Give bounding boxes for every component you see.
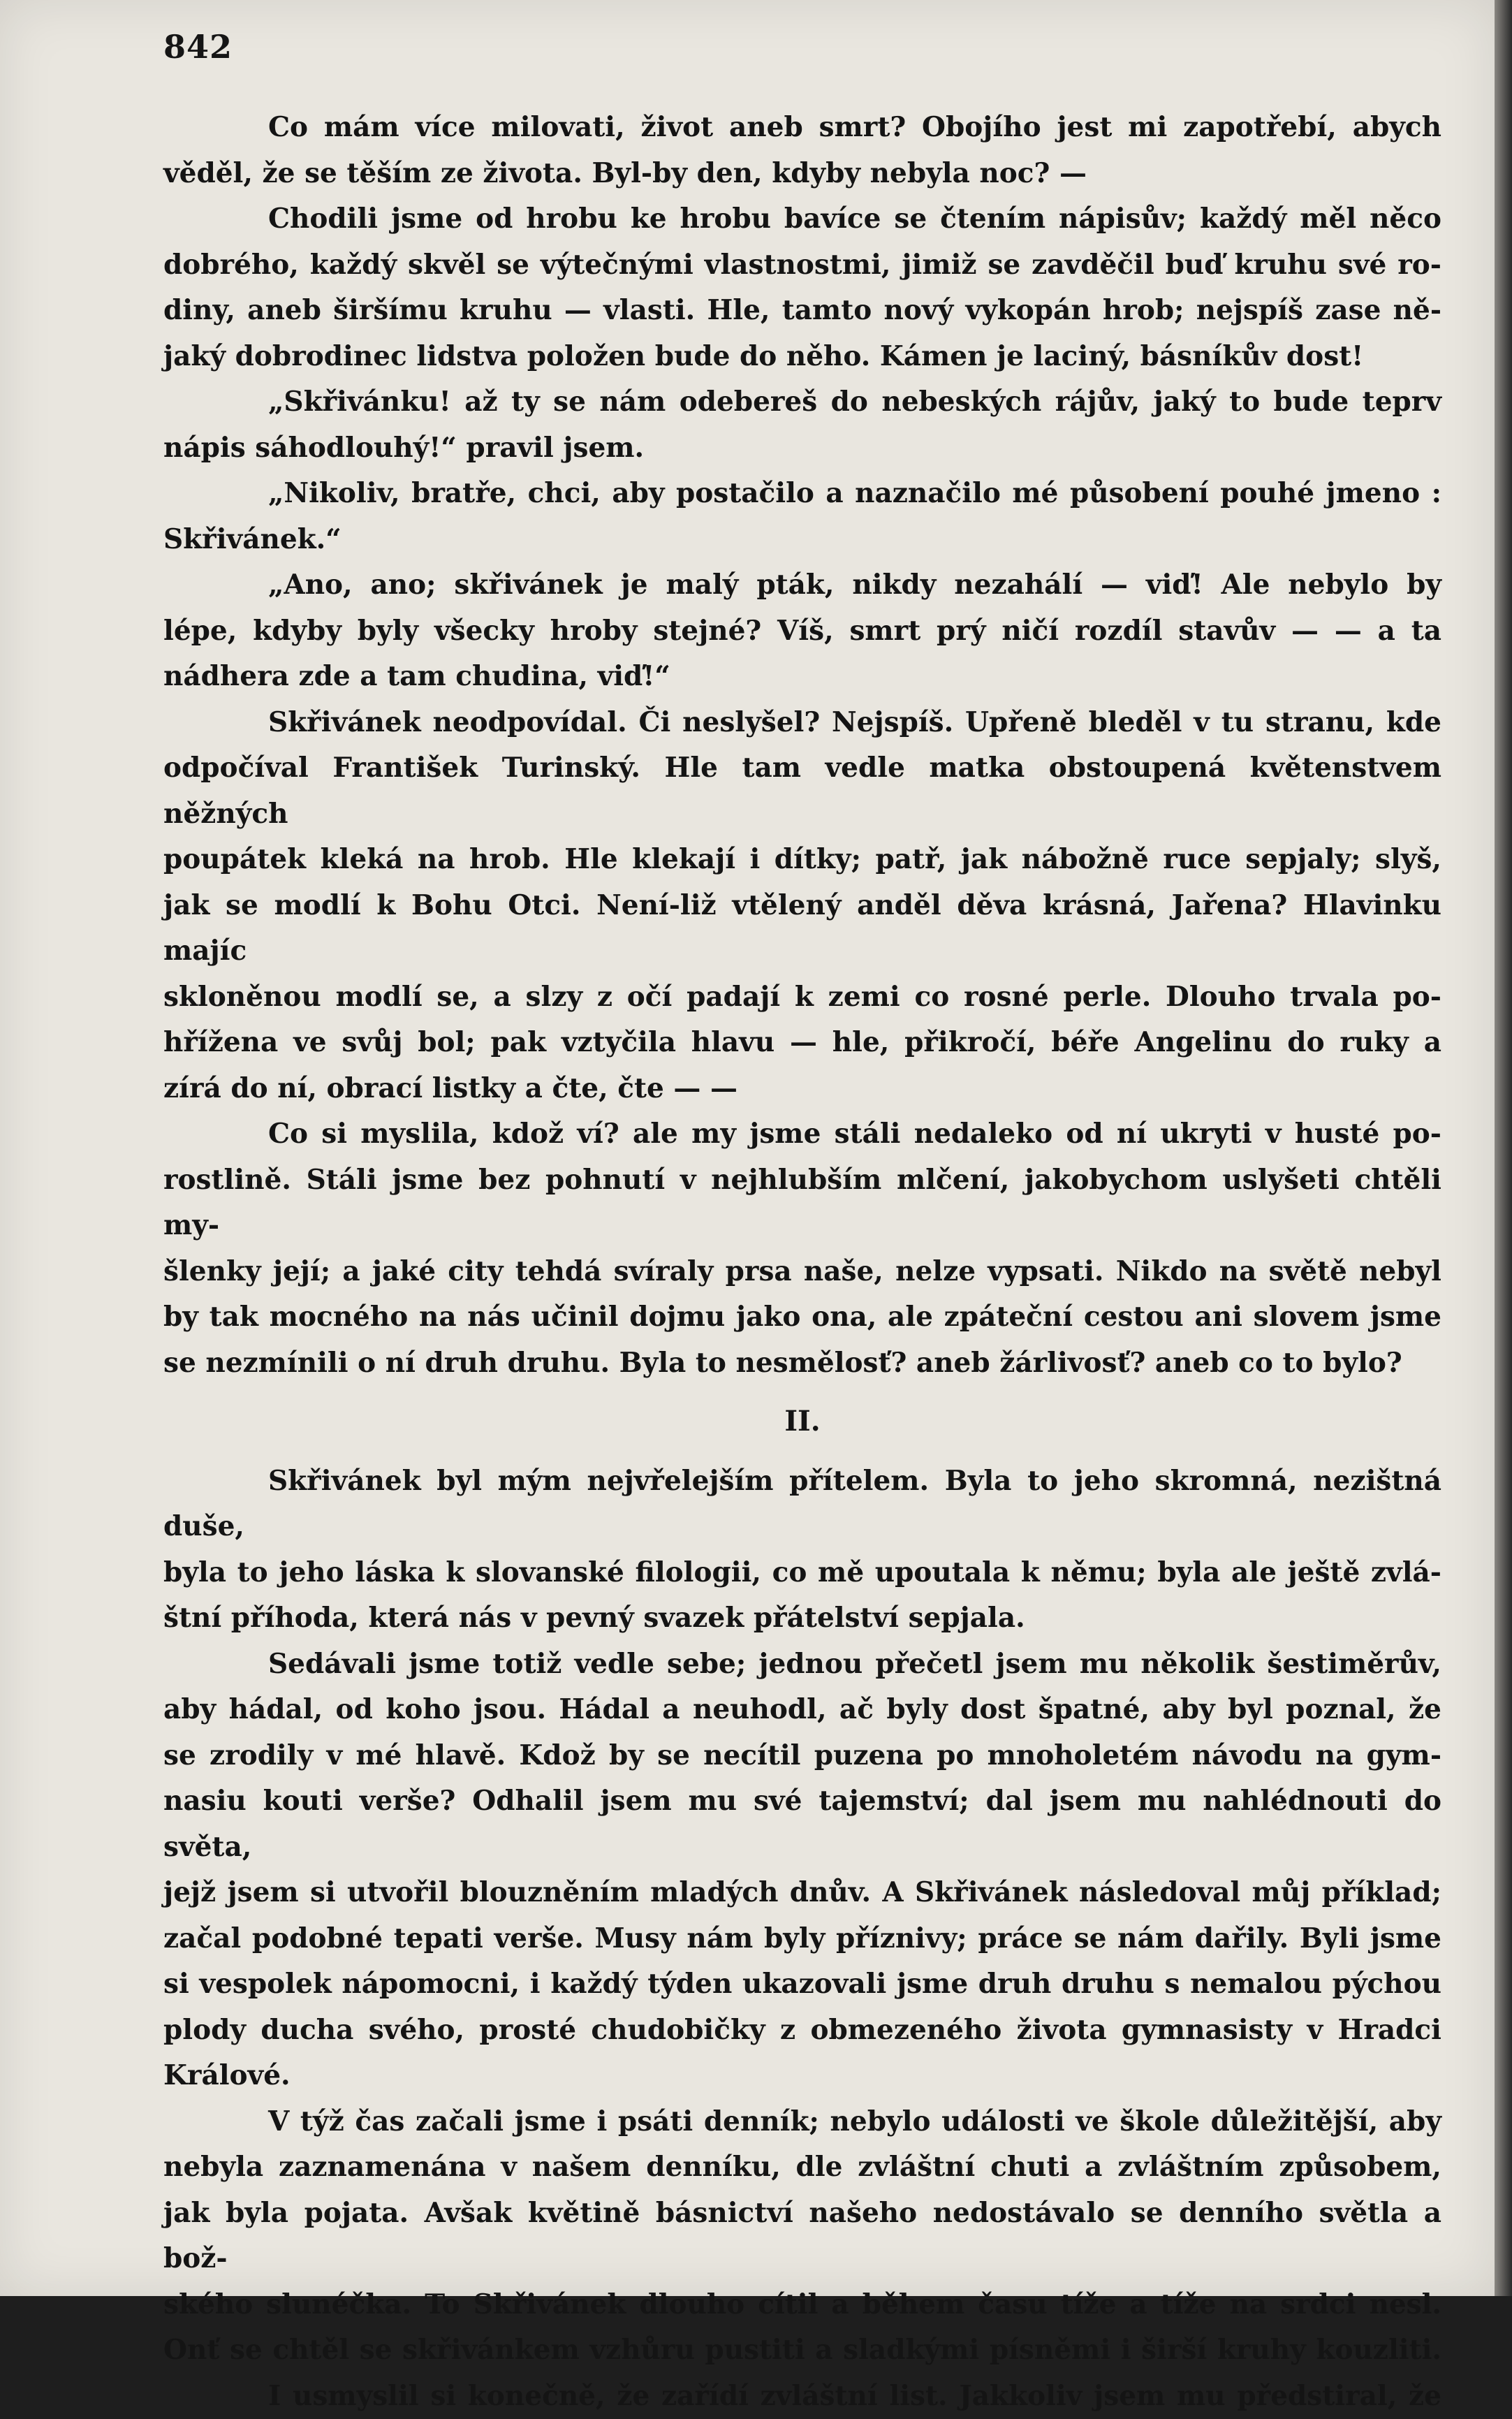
text-line: Co si myslila, kdož ví? ale my jsme stáli nedaleko od ní ukryti v husté po- xyxy=(163,1111,1441,1157)
text-line: jak byla pojata. Avšak květině básnictví našeho nedostávalo se denního světla a bož- xyxy=(163,2191,1441,2282)
text-line: jaký dobrodinec lidstva položen bude do něho. Kámen je laciný, básníkův dost! xyxy=(163,334,1441,380)
text-line: nebyla zaznamenána v našem denníku, dle zvláštní chuti a zvláštním způsobem, xyxy=(163,2144,1441,2191)
text-line: poupátek kleká na hrob. Hle klekají i dítky; patř, jak nábožně ruce sepjaly; slyš, xyxy=(163,837,1441,883)
text-line: skloněnou modlí se, a slzy z očí padají k zemi co rosné perle. Dlouho trvala po- xyxy=(163,974,1441,1021)
text-line: aby hádal, od koho jsou. Hádal a neuhodl, ač byly dost špatné, aby byl poznal, že xyxy=(163,1687,1441,1733)
text-line: šlenky její; a jaké city tehdá svíraly prsa naše, nelze vypsati. Nikdo na světě nebyl xyxy=(163,1249,1441,1295)
text-line: jejž jsem si utvořil blouzněním mladých dnův. A Skřivánek následoval můj příklad; xyxy=(163,1870,1441,1916)
text-line: plody ducha svého, prosté chudobičky z obmezeného života gymnasisty v Hradci xyxy=(163,2008,1441,2054)
text-line: Chodili jsme od hrobu ke hrobu bavíce se čtením nápisův; každý měl něco xyxy=(163,196,1441,242)
text-line: Skřivánek.“ xyxy=(163,517,1441,563)
text-line: dobrého, každý skvěl se výtečnými vlastnostmi, jimiž se zavděčil buď kruhu své ro- xyxy=(163,242,1441,288)
text-line: Králové. xyxy=(163,2053,1441,2099)
text-line: se zrodily v mé hlavě. Kdož by se necítil puzena po mnoholetém návodu na gym- xyxy=(163,1733,1441,1779)
text-line: hřížena ve svůj bol; pak vztyčila hlavu — hle, přikročí, béře Angelinu do ruky a xyxy=(163,1020,1441,1066)
text-line: Onť se chtěl se skřivánkem vzhůru pustiti a sladkými písněmi i širší kruhy kouzliti. xyxy=(163,2327,1441,2374)
text-line: nádhera zde a tam chudina, viď!“ xyxy=(163,654,1441,700)
body-text xyxy=(163,105,1441,2419)
text-line: odpočíval František Turinský. Hle tam vedle matka obstoupená květenstvem něžných xyxy=(163,745,1441,837)
text-line: Sedávali jsme totiž vedle sebe; jednou přečetl jsem mu několik šestiměrův, xyxy=(163,1642,1441,1688)
text-line: „Ano, ano; skřivánek je malý pták, nikdy nezahálí — viď! Ale nebylo by xyxy=(163,562,1441,608)
text-line: byla to jeho láska k slovanské filologii, co mě upoutala k němu; byla ale ještě zvlá- xyxy=(163,1550,1441,1596)
text-line: se nezmínili o ní druh druhu. Byla to nesmělosť? aneb žárlivosť? aneb co to bylo? xyxy=(163,1340,1441,1387)
text-line: Co mám více milovati, život aneb smrt? Obojího jest mi zapotřebí, abych xyxy=(163,105,1441,151)
text-line: Skřivánek byl mým nejvřelejším přítelem. Byla to jeho skromná, nezištná duše, xyxy=(163,1459,1441,1550)
text-line: by tak mocného na nás učinil dojmu jako ona, ale zpáteční cestou ani slovem jsme xyxy=(163,1294,1441,1340)
page-edge-shadow xyxy=(1495,0,1512,2296)
text-line: štní příhoda, která nás v pevný svazek přátelství sepjala. xyxy=(163,1595,1441,1642)
text-line: začal podobné tepati verše. Musy nám byly příznivy; práce se nám dařily. Byli jsme xyxy=(163,1916,1441,1962)
text-line: jak se modlí k Bohu Otci. Není-liž vtělený anděl děva krásná, Jařena? Hlavinku majíc xyxy=(163,883,1441,974)
text-line: zírá do ní, obrací listky a čte, čte — — xyxy=(163,1066,1441,1112)
text-line: rostlině. Stáli jsme bez pohnutí v nejhlubším mlčení, jakobychom uslyšeti chtěli my- xyxy=(163,1157,1441,1249)
text-line: Skřivánek neodpovídal. Či neslyšel? Nejspíš. Upřeně bleděl v tu stranu, kde xyxy=(163,700,1441,746)
text-line: si vespolek nápomocni, i každý týden ukazovali jsme druh druhu s nemalou pýchou xyxy=(163,1961,1441,2008)
text-line: „Skřivánku! až ty se nám odebereš do nebeských rájův, jaký to bude teprv xyxy=(163,379,1441,425)
text-line: ského slunéčka. To Skřivánek dlouho cítil a během času tíže a tíže na srdci nesl. xyxy=(163,2282,1441,2328)
text-line: nasiu kouti verše? Odhalil jsem mu své tajemství; dal jsem mu nahlédnouti do světa, xyxy=(163,1778,1441,1870)
page-number: 842 xyxy=(163,28,233,66)
text-line: V týž čas začali jsme i psáti denník; nebylo události ve škole důležitější, aby xyxy=(163,2099,1441,2145)
text-line: lépe, kdyby byly všecky hroby stejné? Víš, smrt prý ničí rozdíl stavův — — a ta xyxy=(163,608,1441,655)
section-heading: II. xyxy=(163,1398,1441,1445)
text-line: věděl, že se těším ze života. Byl-by den, kdyby nebyla noc? — xyxy=(163,151,1441,197)
text-line: nápis sáhodlouhý!“ pravil jsem. xyxy=(163,425,1441,472)
text-line: diny, aneb širšímu kruhu — vlasti. Hle, tamto nový vykopán hrob; nejspíš zase ně- xyxy=(163,288,1441,334)
text-line: I usmyslil si konečně, že zařídí zvláštní list. Jakkoliv jsem mu předstiral, že xyxy=(163,2374,1441,2419)
text-line: „Nikoliv, bratře, chci, aby postačilo a naznačilo mé působení pouhé jmeno : xyxy=(163,471,1441,517)
